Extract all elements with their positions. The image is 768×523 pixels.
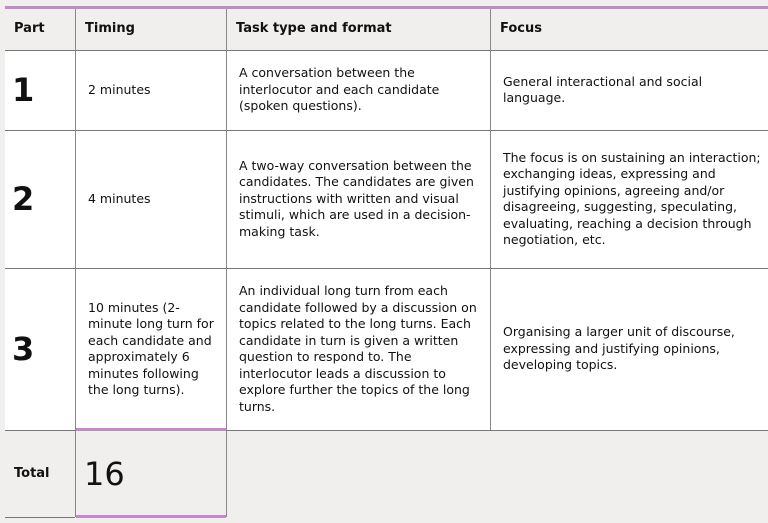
- part-number: 2: [12, 179, 35, 218]
- part-number: 1: [12, 70, 35, 109]
- task-cell: A two-way conversation between the candidates. The candidates are given instructions with written and visual stimuli, which are used in a decision-making task.: [239, 157, 474, 239]
- total-value: 16: [84, 454, 125, 493]
- part-number: 3: [12, 329, 35, 368]
- focus-cell: General interactional and social language.: [503, 73, 703, 105]
- header-timing: Timing: [85, 21, 135, 37]
- focus-cell: Organising a larger unit of discourse, expressing and justifying opinions, developing topics.: [503, 324, 735, 373]
- timing-cell: 4 minutes: [88, 190, 151, 206]
- total-label: Total: [14, 465, 50, 481]
- focus-cell: The focus is on sustaining an interaction; exchanging ideas, expressing and justifying opinions, agreeing and/or disagreeing, suggesting, speculating, evaluating, reaching a decision through negotiation, etc.: [503, 149, 761, 247]
- timing-cell: 2 minutes: [88, 81, 151, 97]
- task-cell: A conversation between the interlocutor and each candidate (spoken questions).: [239, 65, 440, 114]
- task-cell: An individual long turn from each candidate followed by a discussion on topics related to the long turns. Each candidate in turn is given a written question to respond to. The interlocutor leads a discussion to explore further the topics of the long turns.: [239, 283, 477, 414]
- header-focus: Focus: [500, 21, 542, 37]
- timing-cell: 10 minutes (2-minute long turn for each candidate and approximately 6 minutes following the long turns).: [88, 299, 214, 397]
- header-part: Part: [14, 21, 45, 37]
- header-task: Task type and format: [236, 21, 392, 37]
